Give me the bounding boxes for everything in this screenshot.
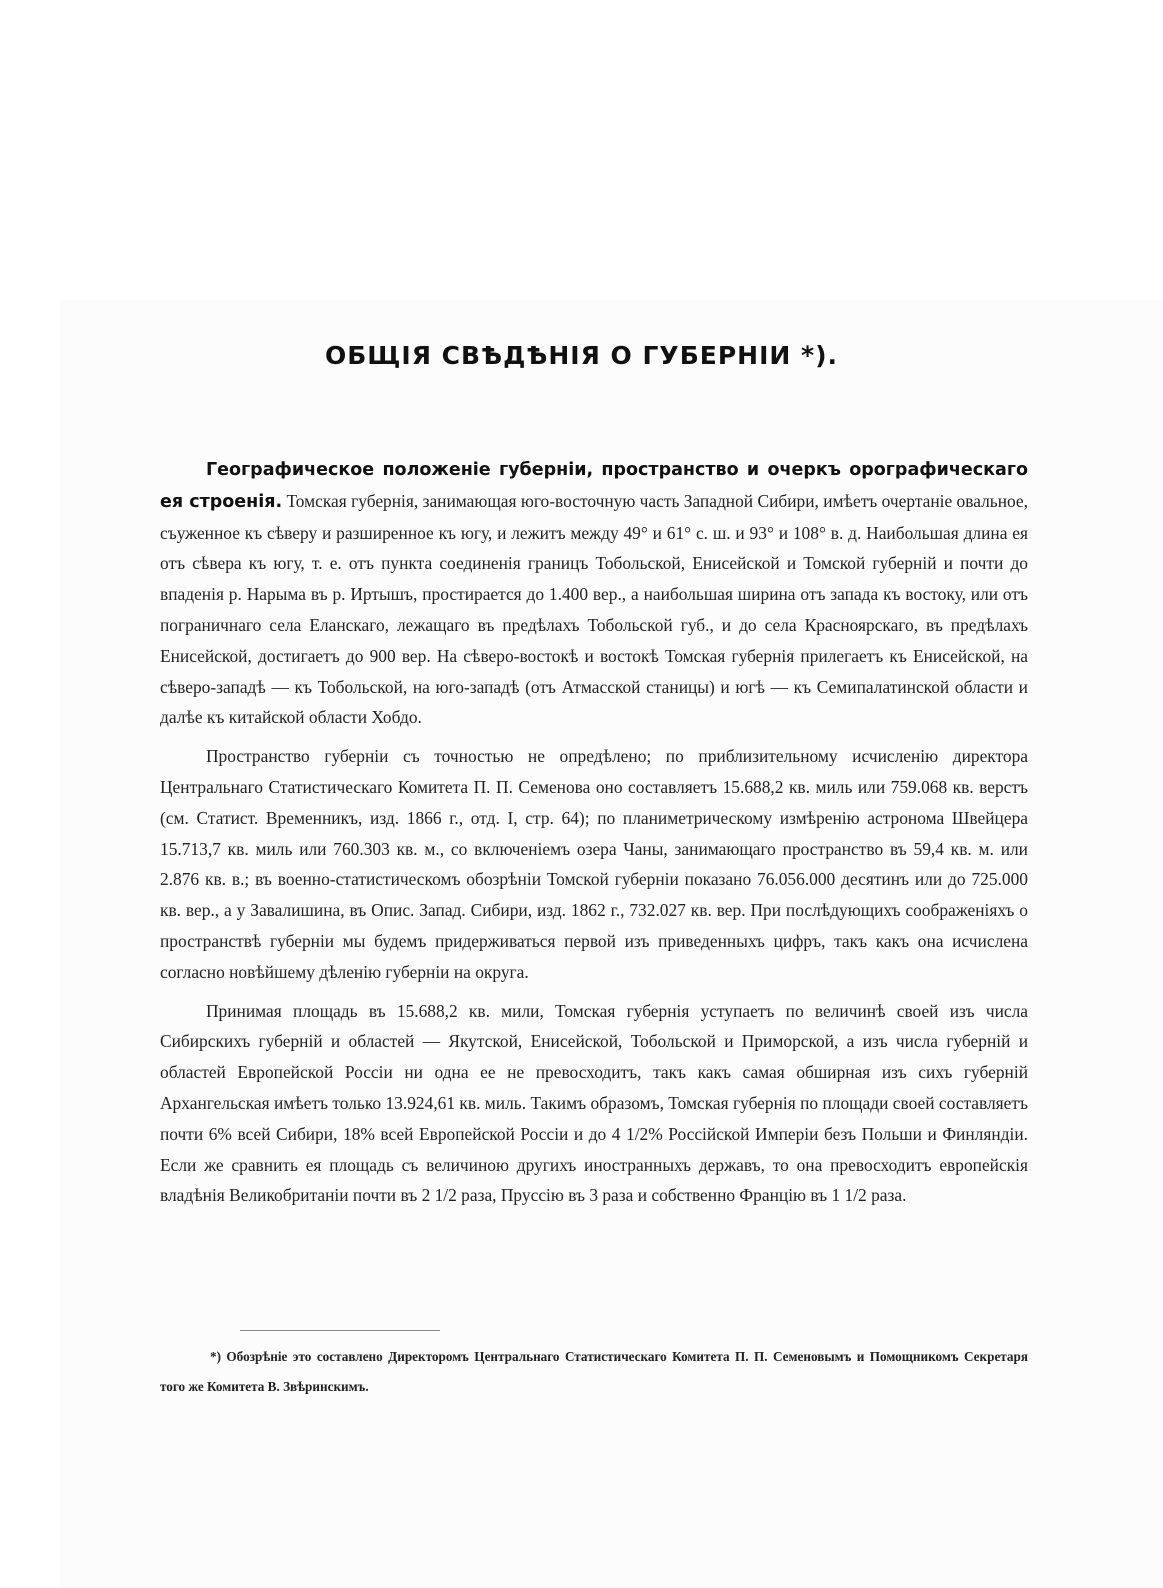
paragraph-text: Томская губернія, занимающая юго-восточную часть Западной Сибири, имѣетъ очертаніе овальное, съуженное къ сѣверу и разширенное къ югу, и лежитъ между 49° и 61° с. ш. и 93° и 108° в. д. Наибольшая длина ея отъ сѣвера къ югу, т. е. отъ пункта соединенія границъ Тобольской, Енисейской и Томской губерній и почти до впаденія р. Нарыма въ р. Иртышъ, простирается до 1.400 вер., а наибольшая ширина отъ запада къ востоку, или отъ пограничнаго села Еланскаго, лежащаго въ предѣлахъ Тобольской губ., и до села Красноярскаго, въ предѣлахъ Енисейской, достигаетъ до 900 вер. На сѣверо-востокѣ и востокѣ Томская губернія прилегаетъ къ Енисейской, на сѣверо-западѣ — къ Тобольской, на юго-западѣ (отъ Атмасской станицы) и югѣ — къ Семипалатинской области и далѣе къ китайской области Хобдо. [160,490,1028,728]
page-title: ОБЩІЯ СВѢДѢНІЯ О ГУБЕРНІИ *). [324,340,839,370]
paragraph-geography [160,454,1028,733]
footnote-divider [240,1330,440,1331]
paragraph-text: Принимая площадь въ 15.688,2 кв. мили, Томская губернія уступаетъ по величинѣ своей изъ числа Сибирскихъ губерній и областей — Якутской, Енисейской, Тобольской и Приморской, а изъ числа губерній и областей Европейской Россіи ни одна ее не превосходитъ, такъ какъ самая обширная изъ сихъ губерній Архангельская имѣетъ только 13.924,61 кв. миль. Такимъ образомъ, Томская губернія по площади своей составляетъ почти 6% всей Сибири, 18% всей Европейской Россіи и до 4 1/2% Россійской Имперіи безъ Польши и Финляндіи. Если же сравнить ея площадь съ величиною другихъ иностранныхъ державъ, то она превосходитъ европейскія владѣнія Великобританіи почти въ 2 1/2 раза, Пруссію въ 3 раза и собственно Францію въ 1 1/2 раза. [160,1000,1028,1206]
footnote: *) Обозрѣніе это составлено Директоромъ Центральнаго Статистическаго Комитета П. П. Семеновымъ и Помощникомъ Секретаря того же Комитета В. Звѣринскимъ. [160,1349,1028,1394]
paragraph-comparison [160,996,1028,1212]
section-heading: Географическое положеніе губерніи, пространство и очеркъ орографическаго ея строенія. [160,460,1028,512]
paragraph-text: Пространство губерніи съ точностью не опредѣлено; по приблизительному исчисленію директора Центральнаго Статистическаго Комитета П. П. Семенова оно составляетъ 15.688,2 кв. миль или 759.068 кв. верстъ (см. Статист. Временникъ, изд. 1866 г., отд. I, стр. 64); по планиметрическому измѣренію астронома Швейцера 15.713,7 кв. миль или 760.303 кв. м., со включеніемъ озера Чаны, занимающаго пространство въ 59,4 кв. м. или 2.876 кв. в.; въ военно-статистическомъ обозрѣніи Томской губерніи показано 76.056.000 десятинъ или до 725.000 кв. вер., а у Завалишина, въ Опис. Запад. Сибири, изд. 1862 г., 732.027 кв. вер. При послѣдующихъ соображеніяхъ о пространствѣ губерніи мы будемъ придерживаться первой изъ приведенныхъ цифръ, такъ какъ она исчислена согласно новѣйшему дѣленію губерніи на округа. [160,746,1028,982]
article-body [160,454,1028,1219]
paragraph-area [160,741,1028,987]
